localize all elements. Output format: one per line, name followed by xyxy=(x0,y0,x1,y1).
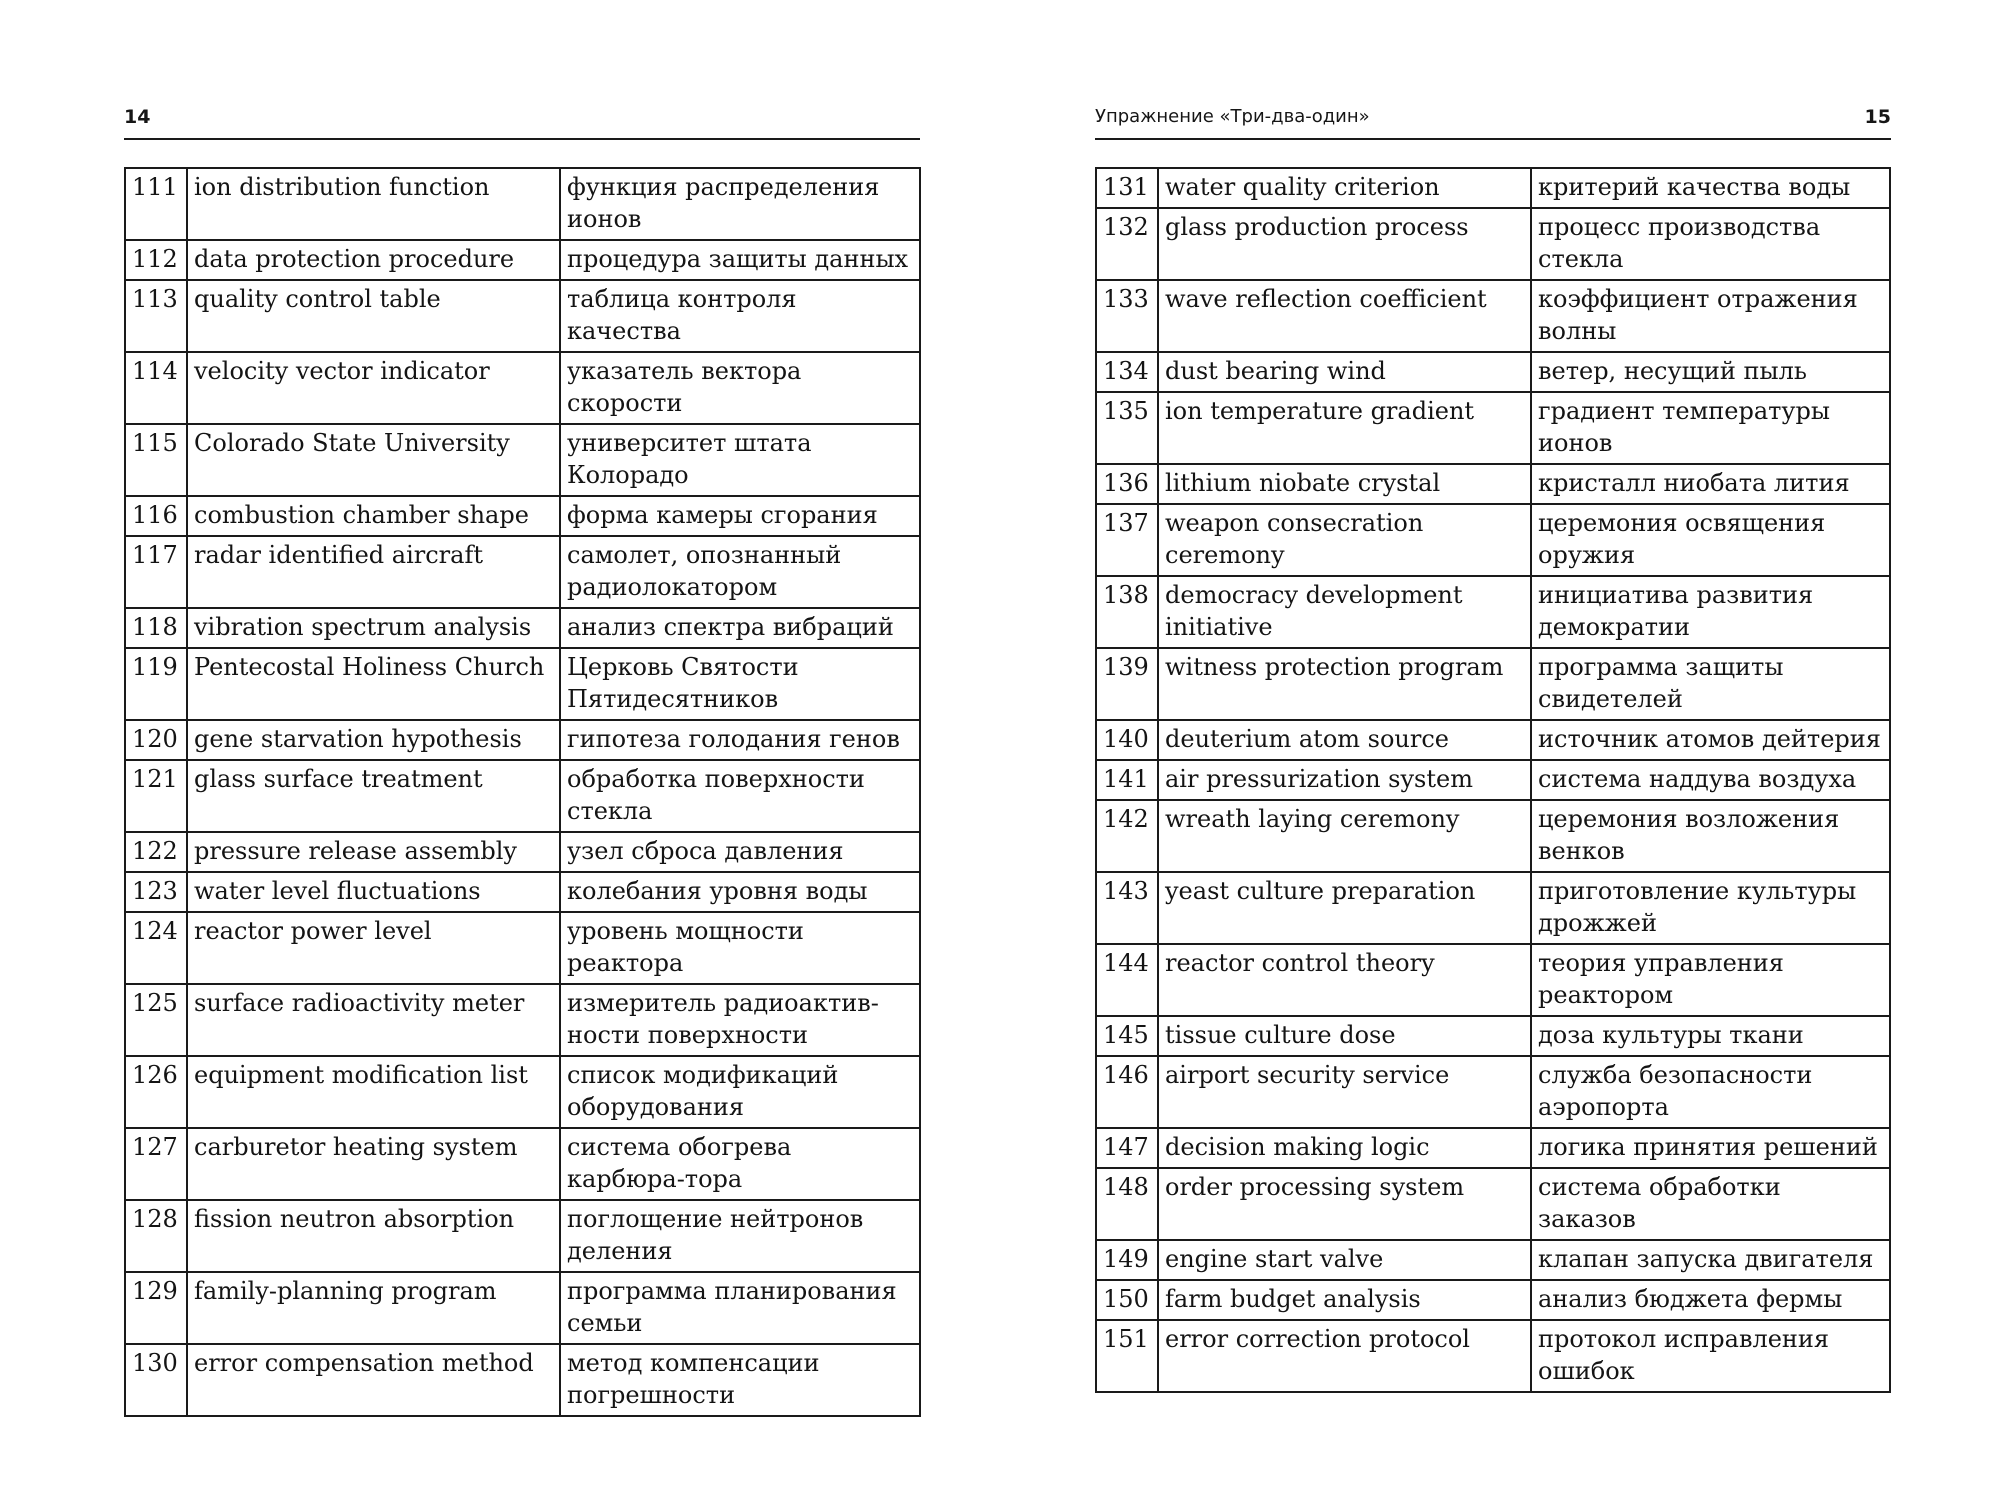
term-english: farm budget analysis xyxy=(1158,1280,1531,1320)
term-number: 150 xyxy=(1096,1280,1158,1320)
term-number: 133 xyxy=(1096,280,1158,352)
term-row xyxy=(1096,1016,1890,1056)
term-row xyxy=(125,496,920,536)
term-row xyxy=(1096,1280,1890,1320)
term-english: ion distribution function xyxy=(187,168,560,240)
term-number: 145 xyxy=(1096,1016,1158,1056)
term-russian: университет штата Колорадо xyxy=(560,424,920,496)
term-number: 131 xyxy=(1096,168,1158,208)
term-russian: функция распределения ионов xyxy=(560,168,920,240)
term-russian: самолет, опознанный радиолокатором xyxy=(560,536,920,608)
term-russian: процедура защиты данных xyxy=(560,240,920,280)
term-row xyxy=(125,1272,920,1344)
term-english: quality control table xyxy=(187,280,560,352)
term-row xyxy=(1096,1056,1890,1128)
term-russian: поглощение нейтронов деления xyxy=(560,1200,920,1272)
term-english: air pressurization system xyxy=(1158,760,1531,800)
term-number: 130 xyxy=(125,1344,187,1416)
term-row xyxy=(125,984,920,1056)
term-english: fission neutron absorption xyxy=(187,1200,560,1272)
term-number: 127 xyxy=(125,1128,187,1200)
term-english: ion temperature gradient xyxy=(1158,392,1531,464)
term-row xyxy=(125,608,920,648)
term-number: 149 xyxy=(1096,1240,1158,1280)
term-russian: инициатива развития демократии xyxy=(1531,576,1890,648)
term-number: 143 xyxy=(1096,872,1158,944)
term-number: 120 xyxy=(125,720,187,760)
term-russian: процесс производства стекла xyxy=(1531,208,1890,280)
term-russian: список модификаций оборудования xyxy=(560,1056,920,1128)
term-number: 126 xyxy=(125,1056,187,1128)
term-russian: таблица контроля качества xyxy=(560,280,920,352)
left-terms-body xyxy=(125,168,920,1416)
term-english: velocity vector indicator xyxy=(187,352,560,424)
term-row xyxy=(1096,576,1890,648)
left-terms-table xyxy=(124,167,921,1417)
term-english: lithium niobate crystal xyxy=(1158,464,1531,504)
term-row xyxy=(1096,352,1890,392)
term-number: 140 xyxy=(1096,720,1158,760)
term-english: engine start valve xyxy=(1158,1240,1531,1280)
term-russian: Церковь Святости Пятидесятников xyxy=(560,648,920,720)
term-number: 121 xyxy=(125,760,187,832)
term-english: error compensation method xyxy=(187,1344,560,1416)
term-number: 139 xyxy=(1096,648,1158,720)
term-english: order processing system xyxy=(1158,1168,1531,1240)
term-row xyxy=(125,240,920,280)
term-russian: теория управления реактором xyxy=(1531,944,1890,1016)
term-row xyxy=(1096,872,1890,944)
term-row xyxy=(125,832,920,872)
term-russian: указатель вектора скорости xyxy=(560,352,920,424)
right-page-header xyxy=(1095,104,1891,140)
term-number: 142 xyxy=(1096,800,1158,872)
term-english: radar identified aircraft xyxy=(187,536,560,608)
term-english: glass surface treatment xyxy=(187,760,560,832)
term-english: data protection procedure xyxy=(187,240,560,280)
term-russian: доза культуры ткани xyxy=(1531,1016,1890,1056)
term-russian: форма камеры сгорания xyxy=(560,496,920,536)
term-russian: уровень мощности реактора xyxy=(560,912,920,984)
term-english: decision making logic xyxy=(1158,1128,1531,1168)
term-row xyxy=(125,424,920,496)
term-row xyxy=(1096,800,1890,872)
term-english: dust bearing wind xyxy=(1158,352,1531,392)
term-row xyxy=(1096,208,1890,280)
term-number: 129 xyxy=(125,1272,187,1344)
term-row xyxy=(1096,1168,1890,1240)
term-russian: церемония возложения венков xyxy=(1531,800,1890,872)
term-number: 148 xyxy=(1096,1168,1158,1240)
term-english: water level fluctuations xyxy=(187,872,560,912)
term-number: 146 xyxy=(1096,1056,1158,1128)
term-english: equipment modification list xyxy=(187,1056,560,1128)
term-russian: церемония освящения оружия xyxy=(1531,504,1890,576)
term-number: 116 xyxy=(125,496,187,536)
term-russian: система наддува воздуха xyxy=(1531,760,1890,800)
term-russian: программа планирования семьи xyxy=(560,1272,920,1344)
term-russian: критерий качества воды xyxy=(1531,168,1890,208)
term-english: vibration spectrum analysis xyxy=(187,608,560,648)
term-russian: источник атомов дейтерия xyxy=(1531,720,1890,760)
term-number: 132 xyxy=(1096,208,1158,280)
term-russian: обработка поверхности стекла xyxy=(560,760,920,832)
term-russian: коэффициент отражения волны xyxy=(1531,280,1890,352)
term-row xyxy=(1096,760,1890,800)
term-russian: колебания уровня воды xyxy=(560,872,920,912)
term-row xyxy=(125,1344,920,1416)
term-row xyxy=(125,760,920,832)
term-russian: анализ спектра вибраций xyxy=(560,608,920,648)
term-english: tissue culture dose xyxy=(1158,1016,1531,1056)
term-row xyxy=(1096,1240,1890,1280)
term-number: 113 xyxy=(125,280,187,352)
term-row xyxy=(1096,392,1890,464)
term-number: 136 xyxy=(1096,464,1158,504)
term-english: Pentecostal Holiness Church xyxy=(187,648,560,720)
term-row xyxy=(1096,944,1890,1016)
term-russian: программа защиты свидетелей xyxy=(1531,648,1890,720)
term-row xyxy=(1096,1128,1890,1168)
term-number: 128 xyxy=(125,1200,187,1272)
term-english: yeast culture preparation xyxy=(1158,872,1531,944)
term-row xyxy=(125,168,920,240)
term-row xyxy=(125,872,920,912)
page-number-right: 15 xyxy=(1864,106,1891,128)
term-number: 119 xyxy=(125,648,187,720)
term-number: 112 xyxy=(125,240,187,280)
term-english: witness protection program xyxy=(1158,648,1531,720)
term-russian: ветер, несущий пыль xyxy=(1531,352,1890,392)
term-number: 122 xyxy=(125,832,187,872)
term-row xyxy=(125,1200,920,1272)
term-russian: протокол исправления ошибок xyxy=(1531,1320,1890,1392)
term-russian: анализ бюджета фермы xyxy=(1531,1280,1890,1320)
term-english: reactor control theory xyxy=(1158,944,1531,1016)
term-russian: кристалл ниобата лития xyxy=(1531,464,1890,504)
term-number: 151 xyxy=(1096,1320,1158,1392)
term-number: 115 xyxy=(125,424,187,496)
term-russian: логика принятия решений xyxy=(1531,1128,1890,1168)
term-row xyxy=(1096,1320,1890,1392)
term-english: weapon consecration ceremony xyxy=(1158,504,1531,576)
term-row xyxy=(125,720,920,760)
term-english: wreath laying ceremony xyxy=(1158,800,1531,872)
term-row xyxy=(125,1056,920,1128)
term-row xyxy=(125,648,920,720)
term-russian: метод компенсации погрешности xyxy=(560,1344,920,1416)
term-english: surface radioactivity meter xyxy=(187,984,560,1056)
term-row xyxy=(1096,464,1890,504)
term-english: water quality criterion xyxy=(1158,168,1531,208)
term-row xyxy=(125,912,920,984)
term-number: 123 xyxy=(125,872,187,912)
term-row xyxy=(125,536,920,608)
term-russian: клапан запуска двигателя xyxy=(1531,1240,1890,1280)
term-number: 117 xyxy=(125,536,187,608)
term-number: 114 xyxy=(125,352,187,424)
term-russian: гипотеза голодания генов xyxy=(560,720,920,760)
term-russian: приготовление культуры дрожжей xyxy=(1531,872,1890,944)
term-russian: градиент температуры ионов xyxy=(1531,392,1890,464)
term-english: family-planning program xyxy=(187,1272,560,1344)
term-number: 118 xyxy=(125,608,187,648)
term-row xyxy=(1096,280,1890,352)
term-russian: узел сброса давления xyxy=(560,832,920,872)
term-number: 141 xyxy=(1096,760,1158,800)
term-number: 147 xyxy=(1096,1128,1158,1168)
term-row xyxy=(125,352,920,424)
term-row xyxy=(1096,504,1890,576)
term-number: 124 xyxy=(125,912,187,984)
term-row xyxy=(1096,648,1890,720)
term-row xyxy=(1096,720,1890,760)
term-row xyxy=(125,280,920,352)
term-english: Colorado State University xyxy=(187,424,560,496)
right-terms-table xyxy=(1095,167,1891,1393)
term-number: 111 xyxy=(125,168,187,240)
term-number: 138 xyxy=(1096,576,1158,648)
term-english: carburetor heating system xyxy=(187,1128,560,1200)
term-russian: служба безопасности аэропорта xyxy=(1531,1056,1890,1128)
page-number-left: 14 xyxy=(124,106,151,128)
term-english: deuterium atom source xyxy=(1158,720,1531,760)
running-header: Упражнение «Три-два-один» xyxy=(1095,106,1370,127)
left-page-header xyxy=(124,104,920,140)
term-english: wave reflection coefficient xyxy=(1158,280,1531,352)
right-terms-body xyxy=(1096,168,1890,1392)
term-number: 144 xyxy=(1096,944,1158,1016)
term-russian: измеритель радиоактив-ности поверхности xyxy=(560,984,920,1056)
term-english: glass production process xyxy=(1158,208,1531,280)
term-row xyxy=(1096,168,1890,208)
term-number: 137 xyxy=(1096,504,1158,576)
term-number: 134 xyxy=(1096,352,1158,392)
term-number: 125 xyxy=(125,984,187,1056)
term-english: airport security service xyxy=(1158,1056,1531,1128)
term-english: pressure release assembly xyxy=(187,832,560,872)
term-english: reactor power level xyxy=(187,912,560,984)
term-russian: система обработки заказов xyxy=(1531,1168,1890,1240)
term-number: 135 xyxy=(1096,392,1158,464)
term-english: gene starvation hypothesis xyxy=(187,720,560,760)
term-english: democracy development initiative xyxy=(1158,576,1531,648)
term-russian: система обогрева карбюра-тора xyxy=(560,1128,920,1200)
term-english: error correction protocol xyxy=(1158,1320,1531,1392)
term-english: combustion chamber shape xyxy=(187,496,560,536)
term-row xyxy=(125,1128,920,1200)
